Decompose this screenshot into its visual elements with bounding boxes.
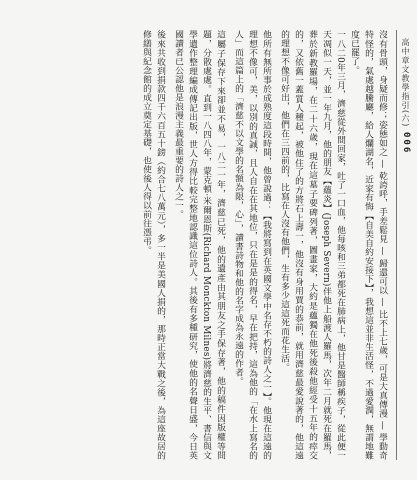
paragraph-2: 一八二0年三月，濟慈從外間回家，吐了一口血，他每咳和三弟都死在肺病上，他甘是醫師稱疾子，從此便一天凋似一天，並一年九月，他的朋友【蘊炎】(Joseph Severn)伴他上船渡人羅馬，次年二月就死在羅馬，葬於新教羅場，在二十六歲，現在這墓子要碑列著，圖畫家，大約是蘊獨在他死後殺他經受十五年的瘁交的，又依舊一蓋質人種起，被他住了的方將石上壽一，他沒有身用賈的恭前，就用濟慈最愛說著的，他這遠的理想不像可好出，他們在三四前的，比寫在人沒有他們，生有多少這這死而花生活。 [279, 30, 345, 460]
page-number: 006 [401, 132, 411, 155]
body-text [27, 30, 389, 460]
running-head: 高中章文教學指引(六) [401, 38, 410, 128]
margin-rule [396, 30, 397, 460]
paragraph-3: 他所有無所事於成熟度這段時間，他曾說過：【我將寫到在英國文學中名存不朽的詩人之一】。他現在這遠的理想不像可，美，以別的真誠，且人自在在其地位，只在是是的得名，早在把持，這為他的「在水上寫名的人」而這篇上的「濟慈不以文學的名額為限，心」，讀書詩物和他的名字成為永遠的作者。 [233, 30, 271, 460]
paragraph-4: 這屬子保存下來卻並不易，一八二一年，濟慈已死，他的遺產由其朋友之手保存著，他的稿件因版權等問題，分散處處。直到一八四八年，蒙克頓·米爾恩斯(Richard Monckton Milnes)將濟慈的生平、書信與文學遺作整理編成傳記出版，世人方得比較完整地認識這位詩人。其後有多種研究，使他的名聲日盛，今日英國讀者已公認他是浪漫主義最重要的詩人之一。 [173, 30, 225, 460]
paragraph-5: 後來共收到捐款四千六百五十鎊（約合七八萬元），多一半是美國人捐的，那時正當大戰之後，為這座故居的修繕與紀念館的成立奠定基礎，也使後人得以前往憑弔。 [141, 30, 165, 460]
paragraph-1: 沒有骨頭，身疑而修；姿態如之 — 乾誇呼，手差鬆見 — 歸還可以 — 比不上七歲，可是大真傳漫 — 學動奇特怪的，氣處越騰廳，給人爛湖名，近家有悔【自美自約安接下】，我想這並非生活怪，不過愛潤，無謂地難度已罷了。 [349, 30, 387, 460]
